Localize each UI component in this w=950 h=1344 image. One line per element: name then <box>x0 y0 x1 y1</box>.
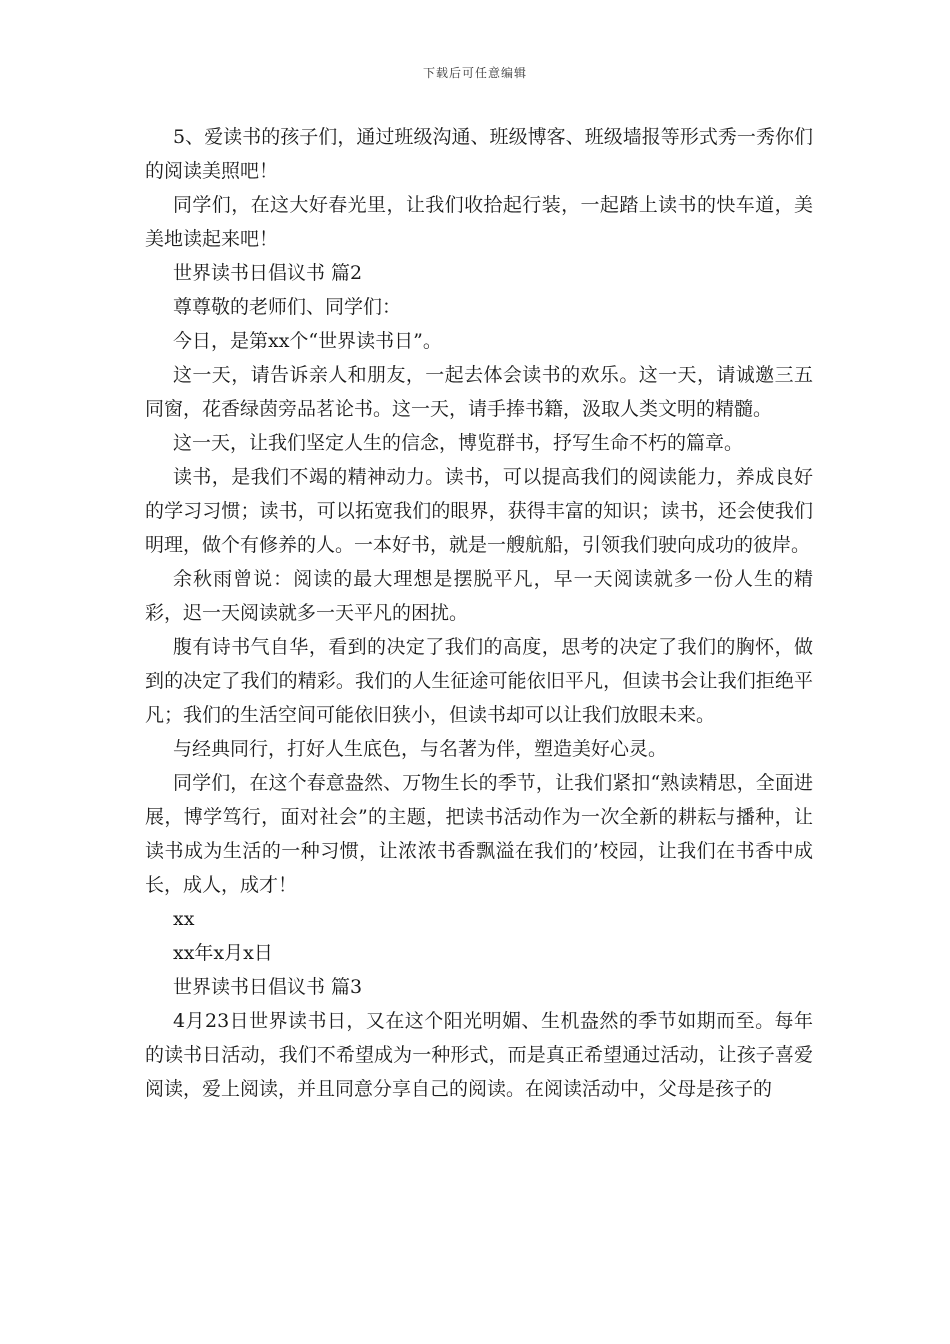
paragraph: 4月23日世界读书日，又在这个阳光明媚、生机盎然的季节如期而至。每年的读书日活动，我们不希望成为一种形式，而是真正希望通过活动，让孩子喜爱阅读，爱上阅读，并且同意分享自己的阅读。在阅读活动中，父母是孩子的 <box>145 1010 813 1100</box>
paragraph: 与经典同行，打好人生底色，与名著为伴，塑造美好心灵。 <box>173 738 668 760</box>
section-heading: 世界读书日倡议书 篇3 <box>173 976 363 998</box>
paragraph: 这一天，让我们坚定人生的信念，博览群书，抒写生命不朽的篇章。 <box>173 432 744 454</box>
page-header: 下载后可任意编辑 <box>422 66 527 80</box>
paragraph: 腹有诗书气自华，看到的决定了我们的高度，思考的决定了我们的胸怀，做到的决定了我们的精彩。我们的人生征途可能依旧平凡，但读书会让我们拒绝平凡；我们的生活空间可能依旧狭小，但读书却可以让我们放眼未来。 <box>145 636 813 726</box>
paragraph: 余秋雨曾说：阅读的最大理想是摆脱平凡，早一天阅读就多一份人生的精彩，迟一天阅读就多一天平凡的困扰。 <box>145 568 813 624</box>
document-body <box>145 120 813 1106</box>
paragraph: 同学们，在这个春意盎然、万物生长的季节，让我们紧扣“熟读精思，全面进展，博学笃行，面对社会”的主题，把读书活动作为一次全新的耕耘与播种，让读书成为生活的一种习惯，让浓浓书香飘溢在我们的’校园，让我们在书香中成长，成人，成才！ <box>145 772 813 896</box>
section-heading: 世界读书日倡议书 篇2 <box>173 262 363 284</box>
signature: xx <box>173 908 195 930</box>
paragraph: 同学们，在这大好春光里，让我们收拾起行装，一起踏上读书的快车道，美美地读起来吧！ <box>145 194 813 250</box>
date-line: xx年x月x日 <box>173 942 273 964</box>
paragraph: 这一天，请告诉亲人和朋友，一起去体会读书的欢乐。这一天，请诚邀三五同窗，花香绿茵旁品茗论书。这一天，请手捧书籍，汲取人类文明的精髓。 <box>145 364 813 420</box>
salutation: 尊尊敬的老师们、同学们： <box>173 296 402 318</box>
paragraph: 今日，是第xx个“世界读书日”。 <box>173 330 442 352</box>
paragraph: 读书，是我们不竭的精神动力。读书，可以提高我们的阅读能力，养成良好的学习习惯；读书，可以拓宽我们的眼界，获得丰富的知识；读书，还会使我们明理，做个有修养的人。一本好书，就是一艘航船，引领我们驶向成功的彼岸。 <box>145 466 813 556</box>
paragraph: 5、爱读书的孩子们，通过班级沟通、班级博客、班级墙报等形式秀一秀你们的阅读美照吧！ <box>145 126 813 182</box>
